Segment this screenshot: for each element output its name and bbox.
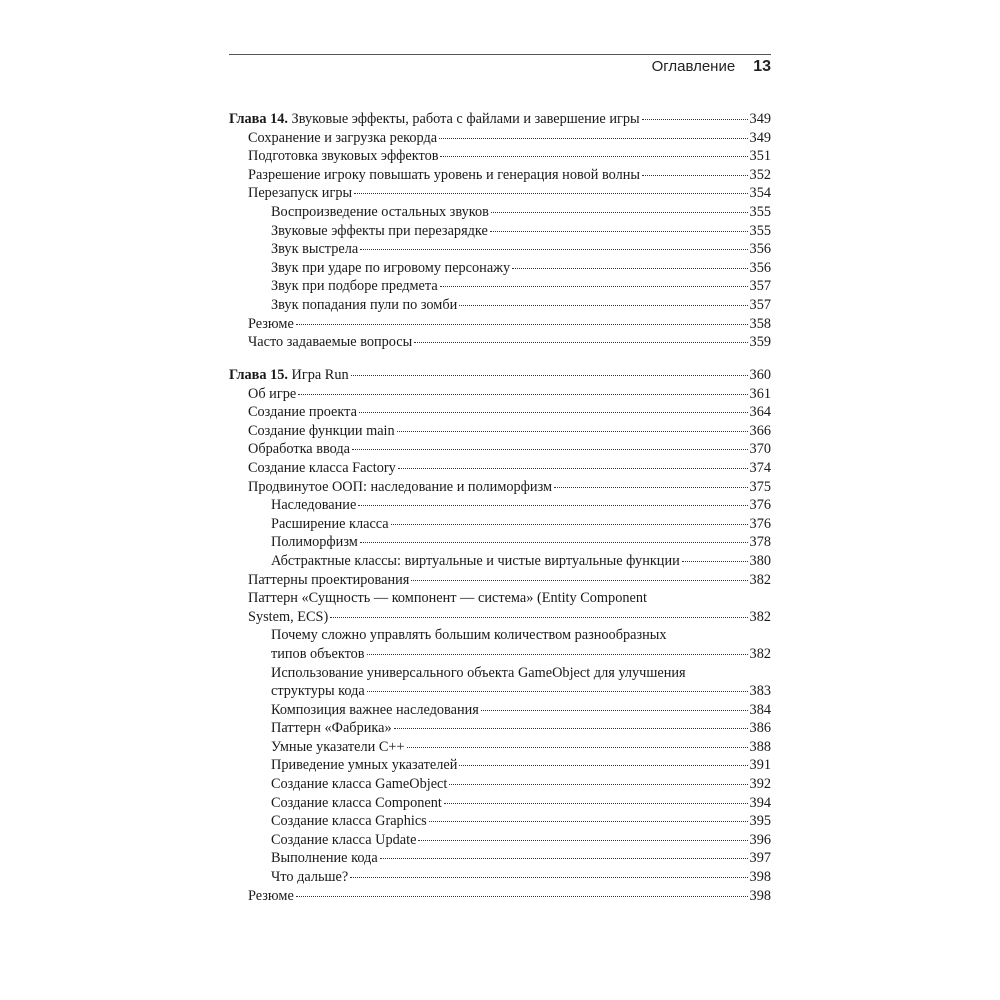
toc-page-number: 380 — [749, 552, 771, 569]
dot-leader — [642, 119, 748, 120]
toc-entry-label: Приведение умных указателей — [271, 757, 458, 774]
chapter-prefix: Глава 14. — [229, 111, 288, 127]
dot-leader — [429, 821, 748, 822]
toc-page-number: 378 — [749, 534, 771, 551]
toc-page-number: 376 — [749, 515, 771, 532]
dot-leader — [380, 858, 748, 859]
toc-entry-label: Звук при подборе предмета — [271, 278, 438, 295]
dot-leader — [367, 654, 748, 655]
dot-leader — [411, 580, 747, 581]
toc-entry[interactable] — [229, 459, 771, 478]
dot-leader — [330, 617, 747, 618]
chapter-title: Звуковые эффекты, работа с файлами и завершение игры — [287, 111, 640, 127]
toc-entry-last-line — [271, 682, 771, 701]
toc-entry-label: Звук попадания пули по зомби — [271, 296, 458, 313]
toc-subentry-multiline[interactable] — [229, 664, 771, 701]
toc-page-number: 355 — [749, 203, 771, 220]
toc-page-number: 357 — [749, 278, 771, 295]
toc-page-number: 370 — [749, 441, 771, 458]
toc-page-number: 394 — [749, 794, 771, 811]
dot-leader — [367, 691, 748, 692]
toc-entry[interactable] — [229, 166, 771, 185]
toc-page-number: 359 — [749, 334, 771, 351]
dot-leader — [296, 324, 748, 325]
toc-page-number: 395 — [749, 813, 771, 830]
toc-entry-label: Звук при ударе по игровому персонажу — [271, 259, 511, 276]
dot-leader — [407, 747, 748, 748]
toc-subentry[interactable] — [229, 738, 771, 757]
toc-page-number: 398 — [749, 887, 771, 904]
toc-entry-label: Разрешение игроку повышать уровень и генерация новой волны — [248, 166, 640, 183]
toc-entry-label: Продвинутое ООП: наследование и полиморфизм — [248, 478, 553, 495]
toc-page-number: 384 — [749, 701, 771, 718]
toc-entry-label: Паттерны проектирования — [248, 571, 410, 588]
toc-entry-last-line — [271, 645, 771, 664]
toc-entry-label: Обработка ввода — [248, 441, 350, 458]
toc-subentry[interactable] — [229, 552, 771, 571]
toc-entry[interactable] — [229, 184, 771, 203]
dot-leader — [554, 487, 747, 488]
dot-leader — [481, 710, 748, 711]
dot-leader — [358, 505, 747, 506]
toc-entry-label — [229, 110, 640, 129]
toc-entry-label: Абстрактные классы: виртуальные и чистые виртуальные функции — [271, 552, 680, 569]
toc-entry-label: Подготовка звуковых эффектов — [248, 148, 439, 165]
toc-page-number: 382 — [749, 608, 771, 625]
toc-entry-last-line — [248, 608, 771, 627]
toc-subentry[interactable] — [229, 259, 771, 278]
dot-leader — [394, 728, 748, 729]
toc-entry-label-line1: Использование универсального объекта GameObject для улучшения — [271, 664, 686, 681]
toc-entry-label: Умные указатели C++ — [271, 738, 405, 755]
dot-leader — [298, 394, 747, 395]
dot-leader — [352, 449, 748, 450]
toc-subentry[interactable] — [229, 812, 771, 831]
toc-subentry[interactable] — [229, 794, 771, 813]
toc-subentry-multiline[interactable] — [229, 626, 771, 663]
toc-entry-label: Создание класса Graphics — [271, 813, 427, 830]
toc-entry-label: Резюме — [248, 315, 294, 332]
toc-entry[interactable] — [229, 571, 771, 590]
toc-subentry[interactable] — [229, 533, 771, 552]
dot-leader — [351, 375, 748, 376]
dot-leader — [354, 193, 747, 194]
toc-page-number: 375 — [749, 478, 771, 495]
toc-entry-label: Композиция важнее наследования — [271, 701, 479, 718]
toc-page-number: 391 — [749, 757, 771, 774]
dot-leader — [414, 342, 747, 343]
toc-entry-label-line2: System, ECS) — [248, 608, 329, 625]
page-number: 13 — [753, 58, 771, 75]
toc-entry[interactable] — [229, 147, 771, 166]
toc-subentry[interactable] — [229, 775, 771, 794]
toc-subentry[interactable] — [229, 240, 771, 259]
toc-chapter-14 — [229, 110, 771, 352]
running-head — [652, 58, 771, 76]
toc-subentry[interactable] — [229, 756, 771, 775]
toc-chapter-15 — [229, 366, 771, 905]
toc-page-number: 351 — [749, 148, 771, 165]
toc-entry-label: Создание проекта — [248, 404, 357, 421]
toc-page-number: 349 — [749, 111, 771, 127]
toc-page-number: 382 — [749, 645, 771, 662]
toc-page-number: 358 — [749, 315, 771, 332]
toc-entry-label: Звуковые эффекты при перезарядке — [271, 222, 488, 239]
dot-leader — [459, 305, 747, 306]
toc-page-number: 356 — [749, 259, 771, 276]
toc-entry-label: Резюме — [248, 887, 294, 904]
toc-page-number: 356 — [749, 241, 771, 258]
dot-leader — [360, 542, 748, 543]
header-rule — [229, 54, 771, 55]
dot-leader — [350, 877, 747, 878]
toc-subentry[interactable] — [229, 222, 771, 241]
toc-entry[interactable] — [229, 315, 771, 334]
toc-entry-label: Полиморфизм — [271, 534, 358, 551]
dot-leader — [418, 840, 747, 841]
toc-entry-label: Выполнение кода — [271, 850, 378, 867]
dot-leader — [449, 784, 747, 785]
toc-subentry[interactable] — [229, 496, 771, 515]
chapter-prefix: Глава 15. — [229, 367, 288, 383]
toc-entry-label: Часто задаваемые вопросы — [248, 334, 413, 351]
toc-subentry[interactable] — [229, 831, 771, 850]
toc-page-number: 398 — [749, 869, 771, 886]
toc-entry-label: Создание класса Factory — [248, 459, 396, 476]
toc-subentry[interactable] — [229, 203, 771, 222]
toc-chapter-heading[interactable] — [229, 110, 771, 129]
toc-entry-label: Перезапуск игры — [248, 185, 353, 202]
toc-entry[interactable] — [229, 478, 771, 497]
toc-entry-label: Создание класса Component — [271, 794, 442, 811]
dot-leader — [642, 175, 748, 176]
dot-leader — [296, 896, 748, 897]
toc-page-number: 386 — [749, 720, 771, 737]
toc-entry-label: Что дальше? — [271, 869, 349, 886]
toc-entry[interactable] — [229, 887, 771, 906]
toc-page-number: 392 — [749, 776, 771, 793]
toc-entry-label-line1: Почему сложно управлять большим количеством разнообразных — [271, 627, 667, 644]
toc-subentry[interactable] — [229, 701, 771, 720]
toc-entry-label: Создание функции main — [248, 422, 395, 439]
toc-chapter-heading[interactable] — [229, 366, 771, 385]
chapter-title: Игра Run — [287, 367, 349, 383]
toc-page-number: 357 — [749, 296, 771, 313]
toc-subentry[interactable] — [229, 719, 771, 738]
toc-entry-label-line2: типов объектов — [271, 645, 365, 662]
toc-subentry[interactable] — [229, 515, 771, 534]
dot-leader — [459, 765, 747, 766]
toc-entry[interactable] — [229, 129, 771, 148]
toc-entry-label: Паттерн «Фабрика» — [271, 720, 392, 737]
dot-leader — [439, 138, 747, 139]
dot-leader — [397, 431, 748, 432]
toc-entry[interactable] — [229, 440, 771, 459]
toc-subentry[interactable] — [229, 849, 771, 868]
toc-entry-label: Наследование — [271, 497, 357, 514]
toc-page-number: 349 — [749, 129, 771, 146]
toc-subentry[interactable] — [229, 868, 771, 887]
dot-leader — [682, 561, 748, 562]
dot-leader — [440, 286, 748, 287]
toc-page-number: 355 — [749, 222, 771, 239]
running-head-title: Оглавление — [651, 58, 736, 75]
toc-entry[interactable] — [229, 385, 771, 404]
toc-entry-label — [229, 366, 349, 385]
dot-leader — [391, 524, 748, 525]
toc-page-number: 382 — [749, 571, 771, 588]
dot-leader — [360, 249, 747, 250]
dot-leader — [444, 803, 748, 804]
toc-subentry[interactable] — [229, 277, 771, 296]
toc-entry-label: Об игре — [248, 385, 297, 402]
toc-page-number: 374 — [749, 459, 771, 476]
toc-page-number: 388 — [749, 738, 771, 755]
toc-page-number: 361 — [749, 385, 771, 402]
toc-entry-label: Сохранение и загрузка рекорда — [248, 129, 438, 146]
toc-page-number: 360 — [749, 367, 771, 383]
toc-entry-label: Воспроизведение остальных звуков — [271, 203, 489, 220]
toc-page-number: 364 — [749, 404, 771, 421]
toc-entry-label-line2: структуры кода — [271, 683, 365, 700]
toc-page-number: 354 — [749, 185, 771, 202]
toc-page-number: 397 — [749, 850, 771, 867]
toc-entry[interactable] — [229, 422, 771, 441]
toc-page-number: 396 — [749, 831, 771, 848]
toc-entry-multiline[interactable] — [229, 589, 771, 626]
dot-leader — [491, 212, 748, 213]
dot-leader — [490, 231, 748, 232]
toc-entry-label-line1: Паттерн «Сущность — компонент — система» (Entity Component — [248, 590, 647, 607]
toc-page-number: 376 — [749, 497, 771, 514]
toc-entry-label: Расширение класса — [271, 515, 389, 532]
dot-leader — [440, 156, 747, 157]
toc-page-number: 383 — [749, 683, 771, 700]
toc-subentry[interactable] — [229, 296, 771, 315]
dot-leader — [359, 412, 748, 413]
toc-page-number: 366 — [749, 422, 771, 439]
toc-page-number: 352 — [749, 166, 771, 183]
toc-entry[interactable] — [229, 333, 771, 352]
dot-leader — [398, 468, 748, 469]
toc-entry-label: Звук выстрела — [271, 241, 359, 258]
toc-entry-label: Создание класса GameObject — [271, 776, 448, 793]
dot-leader — [512, 268, 747, 269]
toc-entry[interactable] — [229, 403, 771, 422]
toc-entry-label: Создание класса Update — [271, 831, 417, 848]
